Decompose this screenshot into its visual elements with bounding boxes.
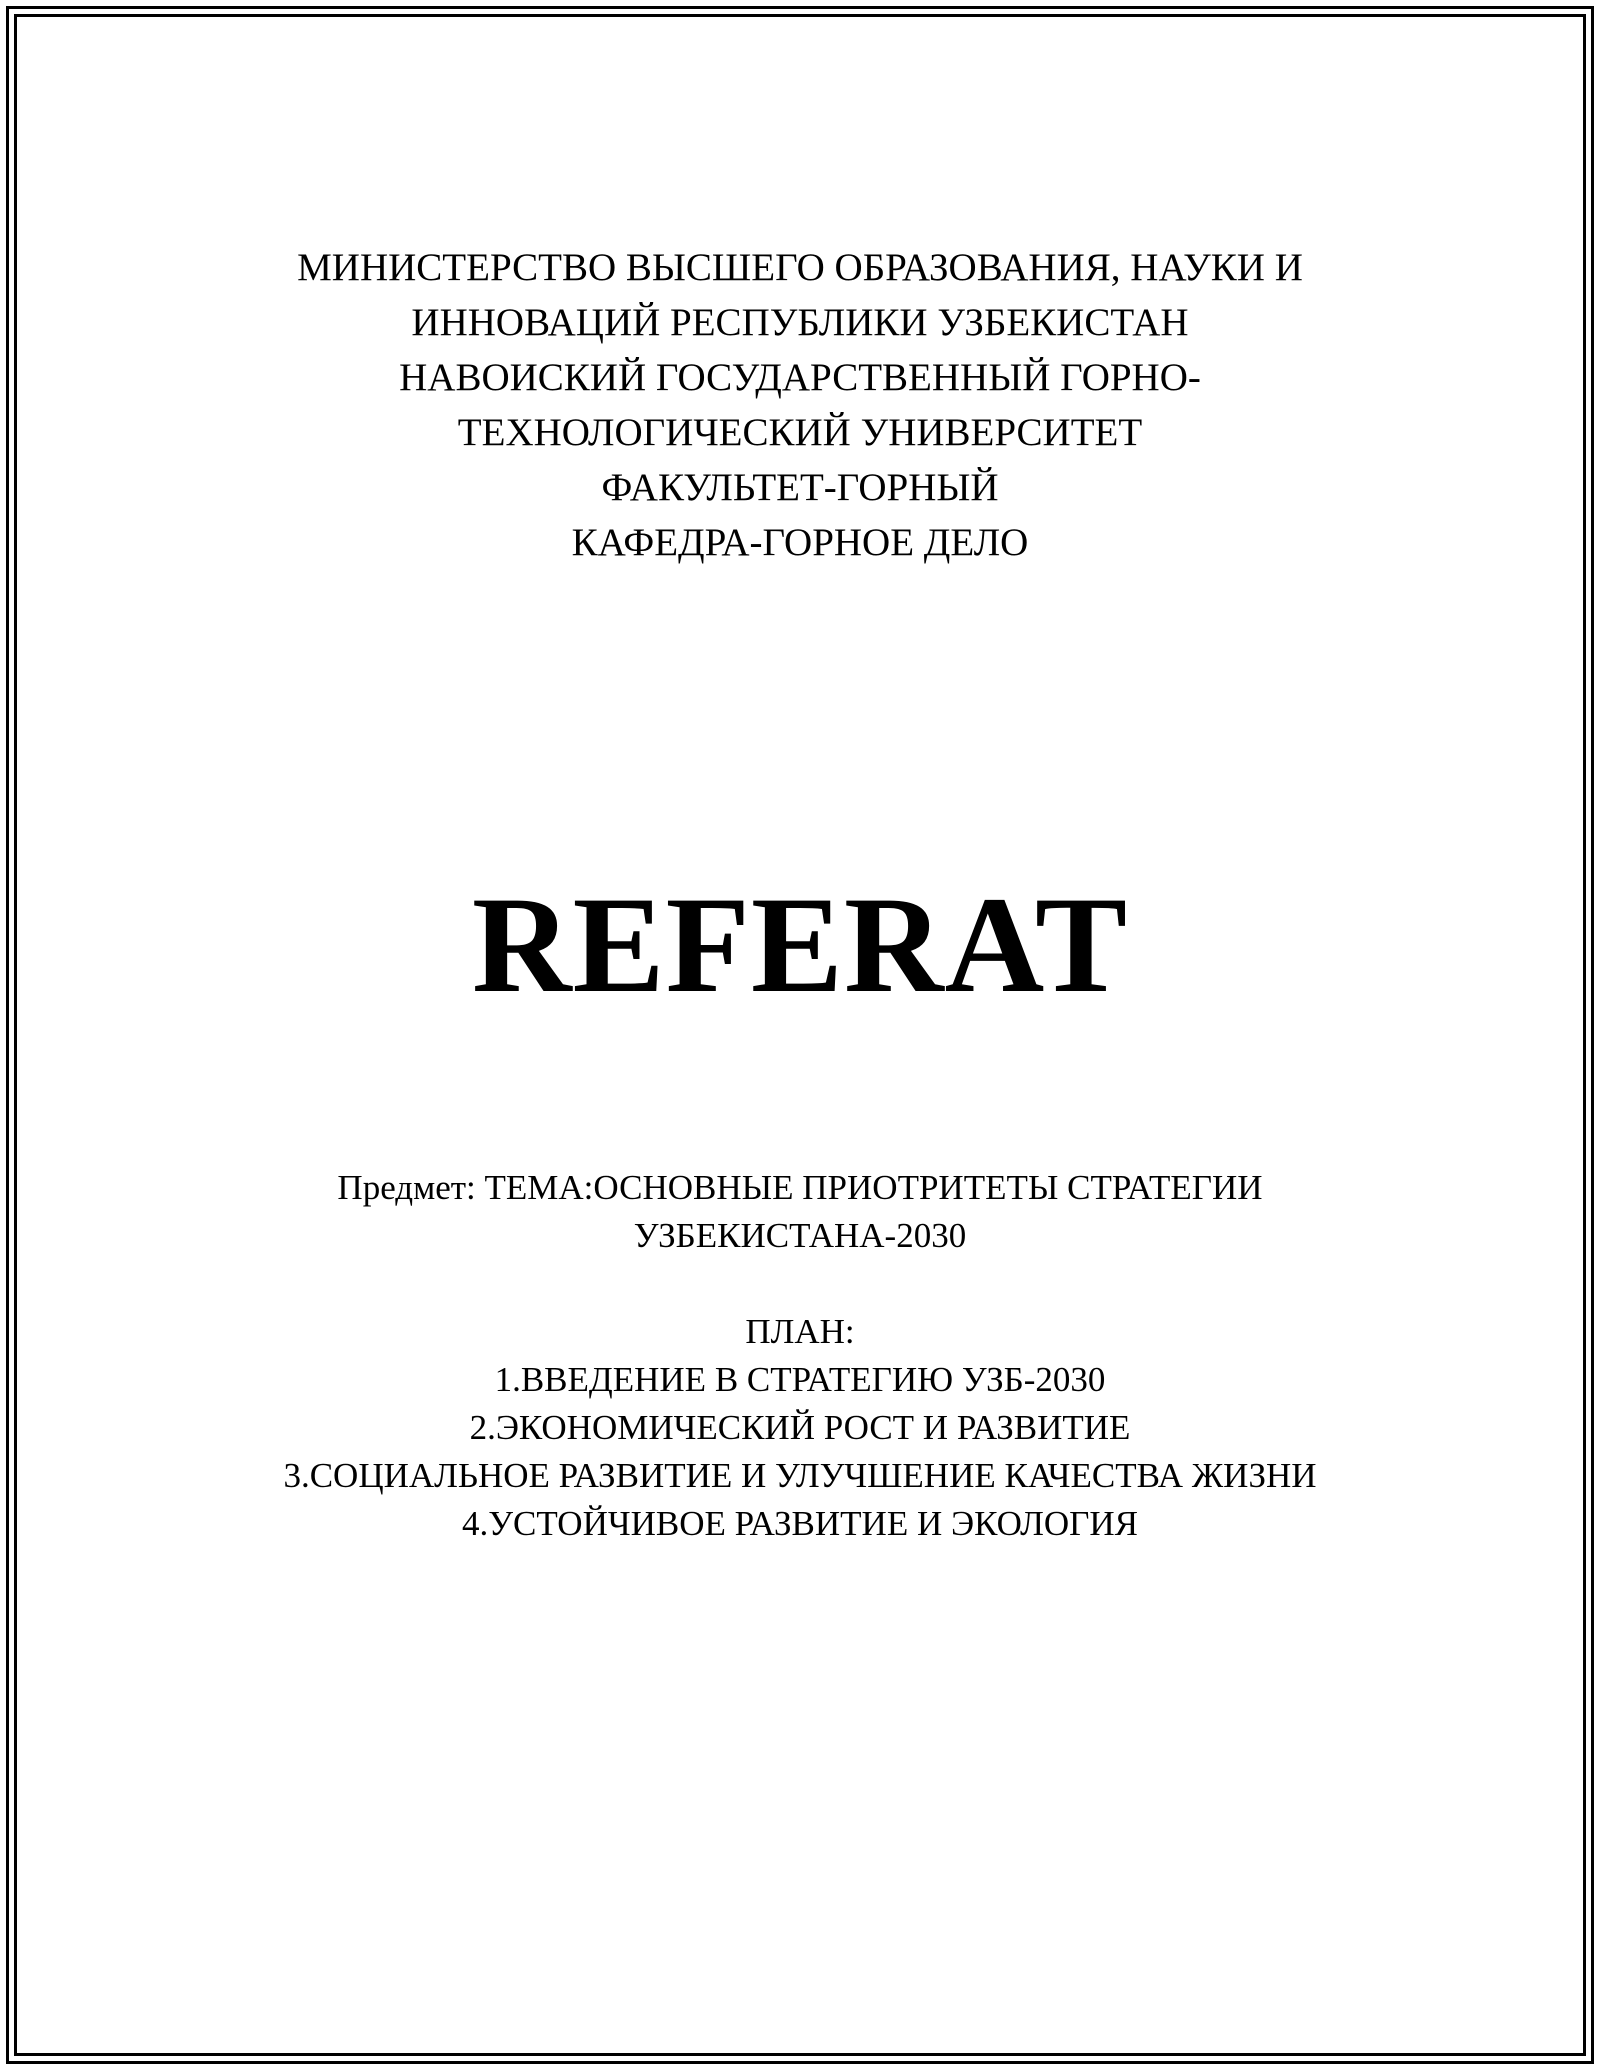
institution-header <box>0 240 1600 570</box>
plan-item: 1.ВВЕДЕНИЕ В СТРАТЕГИЮ УЗБ-2030 <box>494 1360 1106 1399</box>
document-title: REFERAT <box>471 868 1129 1021</box>
plan-heading: ПЛАН: <box>745 1312 855 1351</box>
header-line-university-1: НАВОИСКИЙ ГОСУДАРСТВЕННЫЙ ГОРНО- <box>399 356 1201 399</box>
plan-item: 2.ЭКОНОМИЧЕСКИЙ РОСТ И РАЗВИТИЕ <box>469 1408 1131 1447</box>
header-line-ministry-1: МИНИСТЕРСТВО ВЫСШЕГО ОБРАЗОВАНИЯ, НАУКИ И <box>297 246 1303 289</box>
header-line-university-2: ТЕХНОЛОГИЧЕСКИЙ УНИВЕРСИТЕТ <box>457 411 1143 454</box>
plan-item: 4.УСТОЙЧИВОЕ РАЗВИТИЕ И ЭКОЛОГИЯ <box>462 1504 1138 1543</box>
subject-line-1: Предмет: ТЕМА:ОСНОВНЫЕ ПРИОТРИТЕТЫ СТРАТЕГИИ <box>337 1168 1263 1207</box>
header-line-ministry-2: ИННОВАЦИЙ РЕСПУБЛИКИ УЗБЕКИСТАН <box>411 301 1189 344</box>
subject-line-2: УЗБЕКИСТАНА-2030 <box>633 1216 967 1255</box>
header-line-department: КАФЕДРА-ГОРНОЕ ДЕЛО <box>571 521 1029 564</box>
plan-item: 3.СОЦИАЛЬНОЕ РАЗВИТИЕ И УЛУЧШЕНИЕ КАЧЕСТВА ЖИЗНИ <box>283 1456 1317 1495</box>
subject-block <box>0 1164 1600 1260</box>
plan-block <box>0 1308 1600 1548</box>
header-line-faculty: ФАКУЛЬТЕТ-ГОРНЫЙ <box>601 466 999 509</box>
